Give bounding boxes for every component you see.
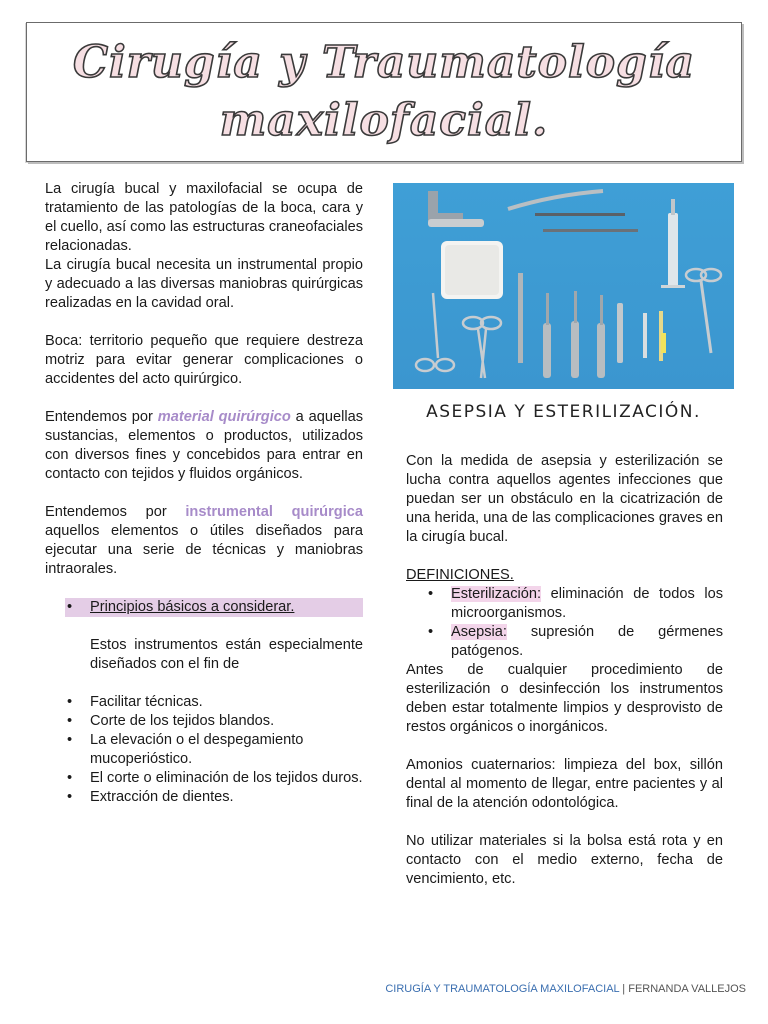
list-item xyxy=(406,623,723,661)
list-item: • El corte o eliminación de los tejidos duros. xyxy=(45,769,363,788)
instruments-illustration xyxy=(393,183,734,389)
list-item xyxy=(406,585,723,623)
page-title-line-2: maxilofacial. xyxy=(219,95,549,146)
estos-paragraph: Estos instrumentos están especialmente diseñados con el fin de xyxy=(90,637,363,672)
intro-paragraph-2: La cirugía bucal necesita un instrumental propio y adecuado a las diversas maniobras quirúrgicas realizadas en la cavidad oral. xyxy=(45,257,363,311)
material-paragraph xyxy=(45,408,363,484)
asepsia-intro: Con la medida de asepsia y esterilización se lucha contra aquellos agentes infecciones que puedan ser un obstáculo en la cicatrización de una herida, una de las complicaciones graves en la cirugía bucal. xyxy=(406,453,723,545)
material-post: a aquellas sustancias, elementos o productos, utilizados con diversos fines y concebidos para entrar en contacto con tejidos y fluidos orgánicos. xyxy=(45,409,363,482)
footer xyxy=(0,983,746,995)
left-column xyxy=(45,180,363,807)
material-pre: Entendemos por xyxy=(45,409,158,425)
definiciones-heading: DEFINICIONES. xyxy=(406,567,514,583)
right-column xyxy=(406,452,723,908)
list-item: • Corte de los tejidos blandos. xyxy=(45,712,363,731)
instrumental-paragraph xyxy=(45,503,363,579)
footer-author: FERNANDA VALLEJOS xyxy=(628,983,746,995)
instr-pre: Entendemos por xyxy=(45,504,186,520)
definition-term: Esterilización: xyxy=(451,586,542,602)
footer-separator: | xyxy=(619,983,629,995)
surgical-instruments-photo xyxy=(393,183,734,389)
list-item: • Facilitar técnicas. xyxy=(45,693,363,712)
definition-term: Asepsia: xyxy=(451,624,507,640)
section-title: ASEPSIA Y ESTERILIZACIÓN. xyxy=(426,402,701,422)
definitions-list xyxy=(406,585,723,661)
instr-post: aquellos elementos o útiles diseñados para ejecutar una serie de técnicas y maniobras intraorales. xyxy=(45,523,363,577)
title-box xyxy=(26,22,742,162)
intro-paragraph-1: La cirugía bucal y maxilofacial se ocupa de tratamiento de las patologías de la boca, cara y el cuello, así como las estructuras craneofaciales relacionadas. xyxy=(45,181,363,254)
footer-course: CIRUGÍA Y TRAUMATOLOGÍA MAXILOFACIAL xyxy=(385,983,620,995)
list-item: • Extracción de dientes. xyxy=(45,788,363,807)
boca-paragraph: Boca: territorio pequeño que requiere destreza motriz para evitar generar complicaciones o accidentes del acto quirúrgico. xyxy=(45,333,363,387)
page-title-line-1: Cirugía y Traumatología xyxy=(72,37,696,88)
amonios-paragraph: Amonios cuaternarios: limpieza del box, sillón dental al momento de llegar, entre pacientes y al final de la atención odontológica. xyxy=(406,757,723,811)
list-item: • La elevación o el despegamiento mucoperióstico. xyxy=(45,731,363,769)
definition-text: supresión de gérmenes patógenos. xyxy=(451,624,723,659)
definition-text: eliminación de todos los microorganismos. xyxy=(451,586,723,621)
purpose-list xyxy=(45,693,363,807)
instrumental-term: instrumental quirúrgica xyxy=(185,504,363,520)
principios-heading: • Principios básicos a considerar. xyxy=(65,598,363,617)
no-utilizar-paragraph: No utilizar materiales si la bolsa está rota y en contacto con el medio externo, fecha de vencimiento, etc. xyxy=(406,833,723,887)
antes-paragraph: Antes de cualquier procedimiento de esterilización o desinfección los instrumentos deben estar totalmente limpios y desprovisto de restos orgánicos o inorgánicos. xyxy=(406,662,723,735)
material-term: material quirúrgico xyxy=(157,409,291,425)
